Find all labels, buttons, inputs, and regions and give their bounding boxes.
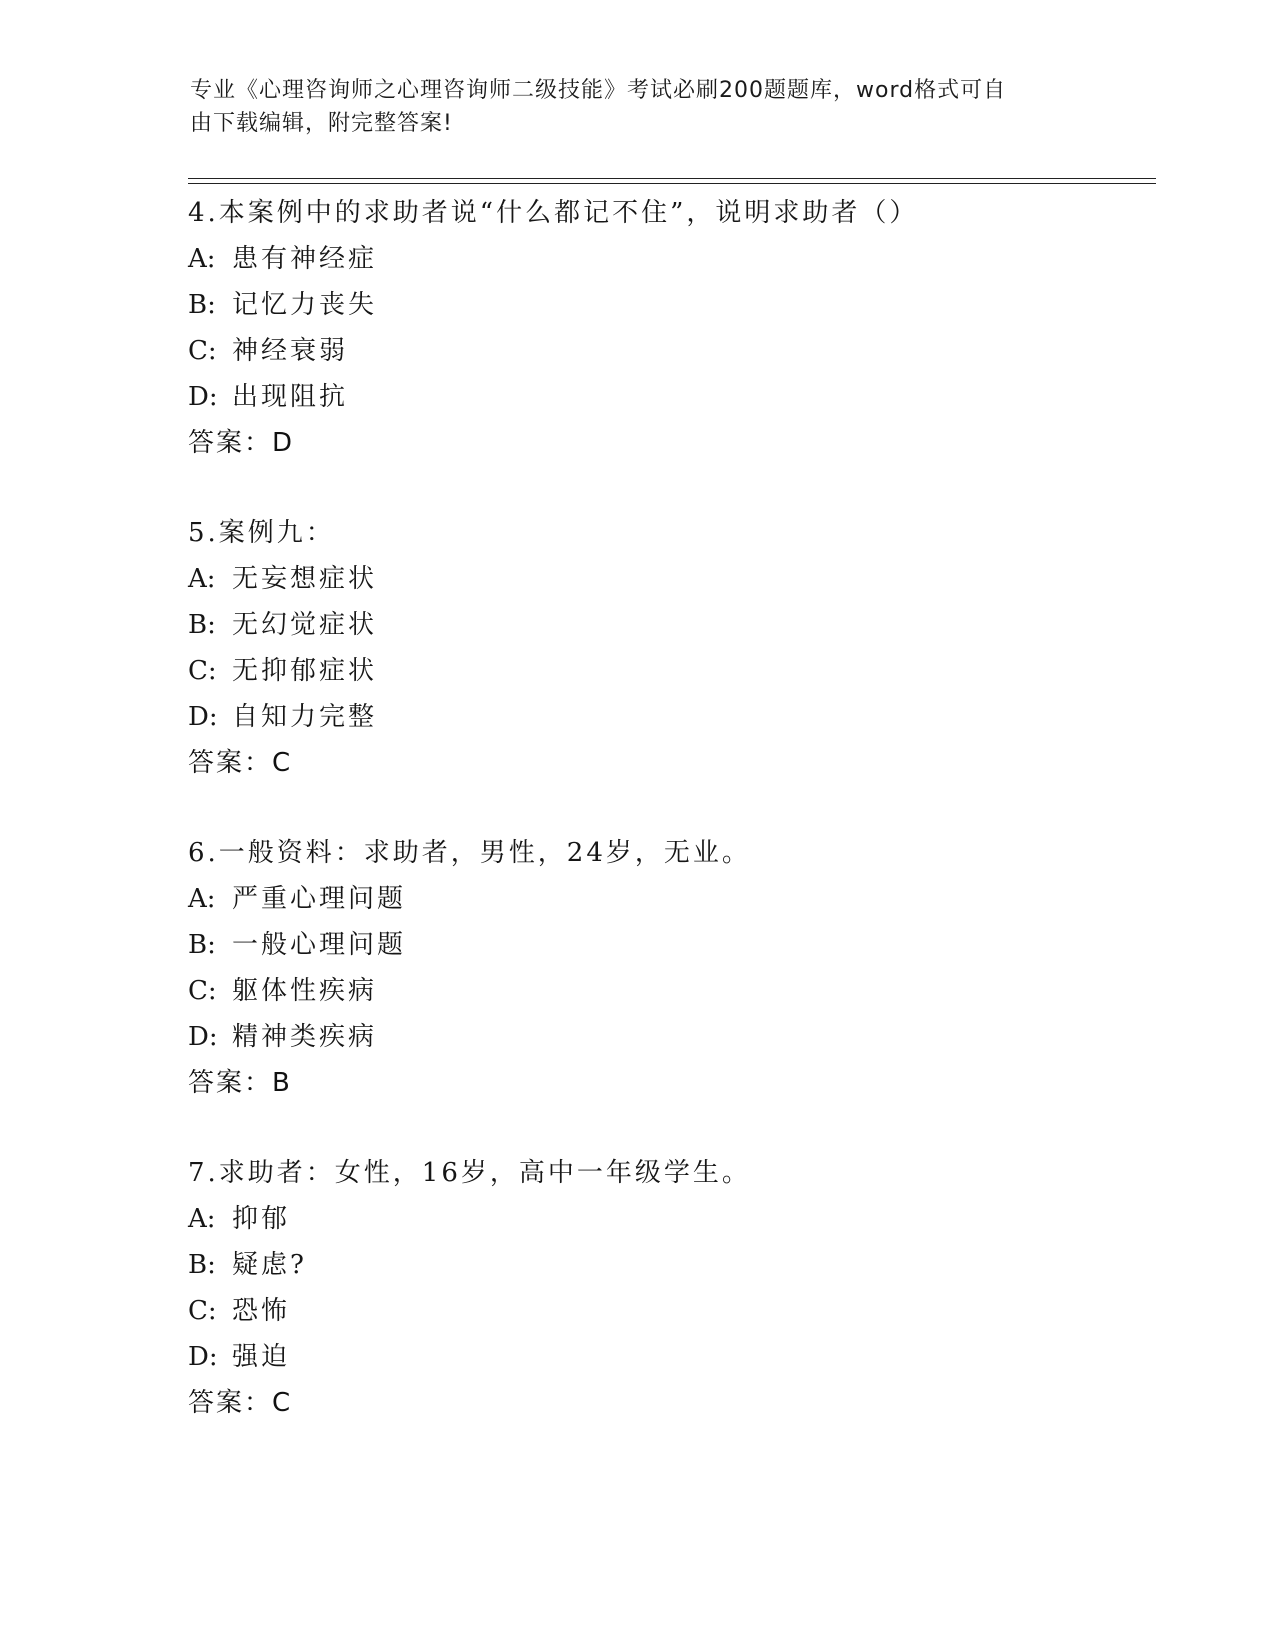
question-stem: 5.案例九： bbox=[188, 518, 335, 548]
option-letter: D: bbox=[188, 382, 218, 412]
answer-line: 答案：C bbox=[188, 1388, 293, 1418]
option-letter: C: bbox=[188, 336, 217, 366]
option-letter: D: bbox=[188, 702, 218, 732]
option-d bbox=[188, 1014, 1156, 1060]
option-text: 疑虑? bbox=[232, 1250, 307, 1280]
option-letter: D: bbox=[188, 1342, 218, 1372]
option-text: 强迫 bbox=[232, 1342, 291, 1372]
option-letter: C: bbox=[188, 1296, 217, 1326]
header-divider-top bbox=[188, 178, 1156, 179]
option-d bbox=[188, 1334, 1156, 1380]
answer-line: 答案：B bbox=[188, 1068, 292, 1098]
option-text: 记忆力丧失 bbox=[232, 290, 378, 320]
option-letter: B: bbox=[188, 1250, 216, 1280]
option-c bbox=[188, 648, 1156, 694]
option-a bbox=[188, 1196, 1156, 1242]
option-letter: C: bbox=[188, 976, 217, 1006]
question-6 bbox=[188, 830, 1156, 1106]
option-b bbox=[188, 1242, 1156, 1288]
option-c bbox=[188, 328, 1156, 374]
header-divider-bottom bbox=[188, 183, 1156, 184]
option-text: 精神类疾病 bbox=[232, 1022, 378, 1052]
option-letter: C: bbox=[188, 656, 217, 686]
option-letter: B: bbox=[188, 610, 216, 640]
header-line-2: 由下载编辑，附完整答案! bbox=[190, 111, 453, 136]
option-letter: A: bbox=[188, 564, 216, 594]
option-letter: A: bbox=[188, 244, 216, 274]
option-text: 严重心理问题 bbox=[232, 884, 407, 914]
option-text: 出现阻抗 bbox=[232, 382, 349, 412]
option-text: 患有神经症 bbox=[232, 244, 378, 274]
question-5 bbox=[188, 510, 1156, 786]
option-a bbox=[188, 556, 1156, 602]
option-c bbox=[188, 968, 1156, 1014]
answer-line: 答案：D bbox=[188, 428, 295, 458]
option-b bbox=[188, 282, 1156, 328]
question-stem: 4.本案例中的求助者说“什么都记不住”，说明求助者（） bbox=[188, 198, 919, 228]
question-stem: 7.求助者：女性，16岁，高中一年级学生。 bbox=[188, 1158, 751, 1188]
option-text: 无抑郁症状 bbox=[232, 656, 378, 686]
option-text: 自知力完整 bbox=[232, 702, 378, 732]
option-b bbox=[188, 922, 1156, 968]
question-7 bbox=[188, 1150, 1156, 1426]
option-text: 恐怖 bbox=[232, 1296, 291, 1326]
option-text: 抑郁 bbox=[232, 1204, 291, 1234]
option-letter: D: bbox=[188, 1022, 218, 1052]
option-a bbox=[188, 876, 1156, 922]
option-d bbox=[188, 694, 1156, 740]
question-4 bbox=[188, 190, 1156, 466]
question-stem: 6.一般资料：求助者，男性，24岁，无业。 bbox=[188, 838, 751, 868]
document-header bbox=[190, 74, 1090, 140]
option-text: 神经衰弱 bbox=[232, 336, 349, 366]
option-text: 一般心理问题 bbox=[232, 930, 407, 960]
option-letter: A: bbox=[188, 1204, 216, 1234]
option-a bbox=[188, 236, 1156, 282]
option-letter: A: bbox=[188, 884, 216, 914]
option-text: 无妄想症状 bbox=[232, 564, 378, 594]
answer-line: 答案：C bbox=[188, 748, 293, 778]
option-b bbox=[188, 602, 1156, 648]
option-text: 躯体性疾病 bbox=[232, 976, 378, 1006]
option-c bbox=[188, 1288, 1156, 1334]
option-letter: B: bbox=[188, 930, 216, 960]
question-list bbox=[188, 190, 1156, 1470]
option-d bbox=[188, 374, 1156, 420]
header-line-1: 专业《心理咨询师之心理咨询师二级技能》考试必刷200题题库，word格式可自 bbox=[190, 78, 1007, 103]
option-text: 无幻觉症状 bbox=[232, 610, 378, 640]
option-letter: B: bbox=[188, 290, 216, 320]
